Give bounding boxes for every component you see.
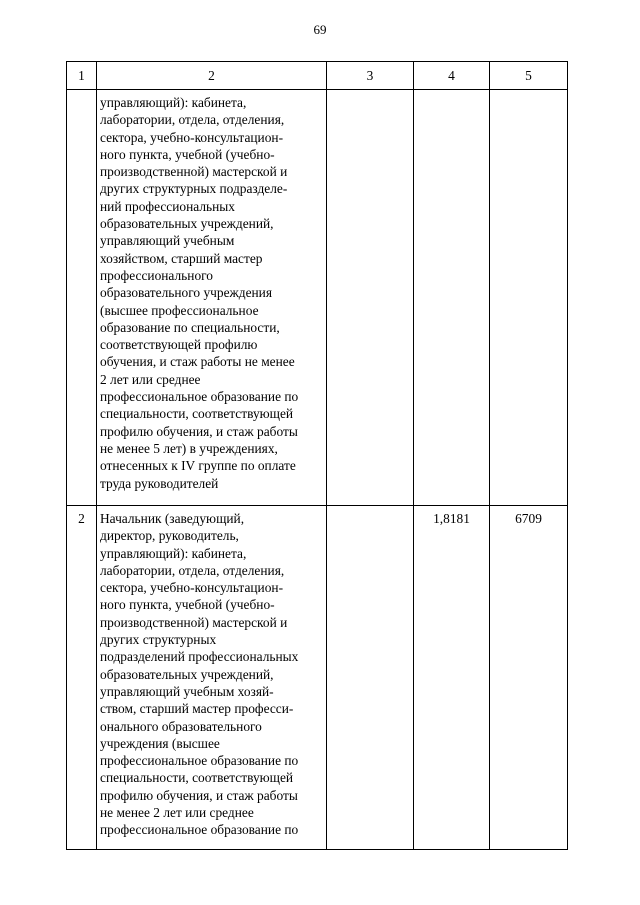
text-line: профилю обучения, и стаж работы	[100, 423, 298, 439]
text-line: образовательных учреждений,	[100, 216, 274, 232]
text-line: ного пункта, учебной (учебно-	[100, 146, 275, 162]
text-line: специальности, соответствующей	[100, 406, 294, 422]
text-line: управляющий учебным	[100, 233, 235, 249]
row-number-cell: 2	[67, 506, 97, 850]
text-line: других структурных	[100, 632, 217, 648]
text-line: специальности, соответствующей	[100, 770, 294, 786]
header-cell: 5	[490, 62, 568, 90]
page-number: 69	[313, 22, 327, 37]
text-line: ством, старший мастер професси-	[100, 701, 294, 717]
text-line: управляющий учебным хозяй-	[100, 683, 274, 699]
salary-table	[66, 61, 568, 850]
text-line: директор, руководитель,	[100, 528, 239, 544]
text-line: Начальник (заведующий,	[100, 511, 245, 526]
position-description-cell	[97, 90, 327, 506]
text-line: профессиональное образование по	[100, 753, 299, 769]
text-line: лаборатории, отдела, отделения,	[100, 562, 285, 578]
text-line: хозяйством, старший мастер	[100, 250, 263, 266]
col3-cell	[327, 506, 414, 850]
text-line: ний профессиональных	[100, 198, 235, 214]
table-header-row	[67, 62, 568, 90]
header-cell: 2	[97, 62, 327, 90]
text-line: производственной) мастерской и	[100, 614, 288, 630]
text-line: профессионального	[100, 267, 213, 283]
text-line: образовательного учреждения	[100, 285, 273, 301]
salary-cell: 6709	[490, 506, 568, 850]
text-line: управляющий): кабинета,	[100, 545, 247, 561]
table-row	[67, 506, 568, 850]
header-cell: 3	[327, 62, 414, 90]
text-line: не менее 5 лет) в учреждениях,	[100, 440, 278, 456]
coefficient-cell	[414, 90, 490, 506]
salary-cell	[490, 90, 568, 506]
text-line: образование по специальности,	[100, 319, 280, 335]
text-line: учреждения (высшее	[100, 735, 220, 751]
text-line: онального образовательного	[100, 718, 262, 734]
text-line: образовательных учреждений,	[100, 666, 274, 682]
table-row	[67, 90, 568, 506]
text-line: профессиональное образование по	[100, 389, 299, 405]
col3-cell	[327, 90, 414, 506]
text-line: подразделений профессиональных	[100, 649, 299, 665]
text-line: профилю обучения, и стаж работы	[100, 787, 298, 803]
text-line: обучения, и стаж работы не менее	[100, 354, 295, 370]
text-line: других структурных подразделе-	[100, 181, 288, 197]
text-line: управляющий): кабинета,	[100, 95, 247, 110]
text-line: труда руководителей	[100, 475, 219, 491]
header-cell: 4	[414, 62, 490, 90]
position-description-cell	[97, 506, 327, 850]
text-line: сектора, учебно-консультацион-	[100, 580, 284, 596]
text-line: производственной) мастерской и	[100, 164, 288, 180]
text-line: сектора, учебно-консультацион-	[100, 129, 284, 145]
header-cell: 1	[67, 62, 97, 90]
text-line: ного пункта, учебной (учебно-	[100, 597, 275, 613]
text-line: (высшее профессиональное	[100, 302, 259, 318]
coefficient-cell: 1,8181	[414, 506, 490, 850]
text-line: не менее 2 лет или среднее	[100, 805, 254, 821]
text-line: профессиональное образование по	[100, 822, 299, 838]
text-line: лаборатории, отдела, отделения,	[100, 112, 285, 128]
text-line: отнесенных к IV группе по оплате	[100, 458, 296, 474]
text-line: 2 лет или среднее	[100, 371, 201, 387]
row-number-cell	[67, 90, 97, 506]
text-line: соответствующей профилю	[100, 337, 258, 353]
